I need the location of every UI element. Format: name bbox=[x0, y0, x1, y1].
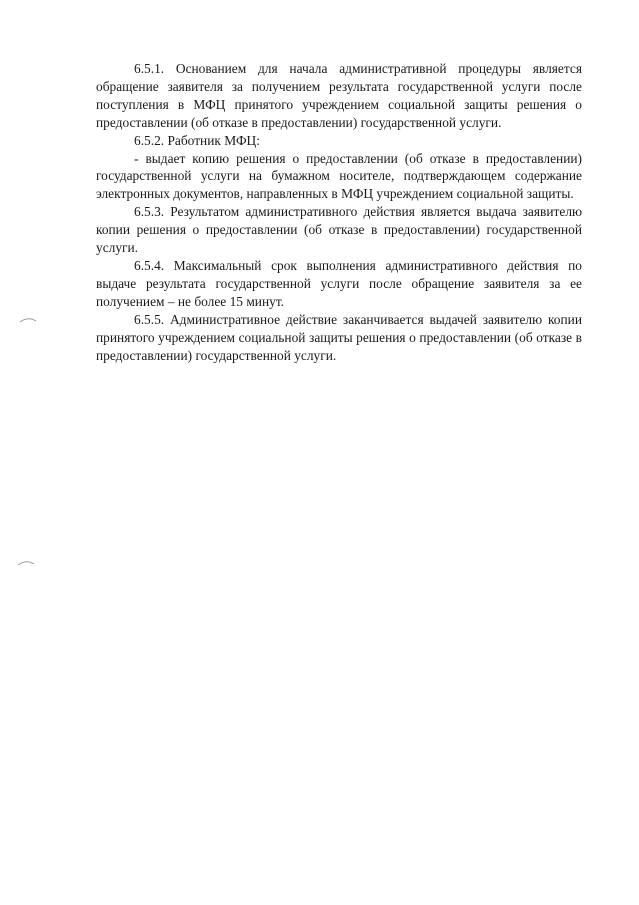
paragraph-6-5-4: 6.5.4. Максимальный срок выполнения административного действия по выдаче результата государственной услуги после обращение заявителя за ее получением – не более 15 минут. bbox=[96, 257, 582, 309]
paragraph-6-5-5: 6.5.5. Административное действие заканчивается выдачей заявителю копии принятого учреждением социальной защиты решения о предоставлении (об отказе в предоставлении) государственной услуги. bbox=[96, 311, 582, 363]
paragraph-6-5-2-item: - выдает копию решения о предоставлении (об отказе в предоставлении) государственной услуги на бумажном носителе, подтверждающем содержание электронных документов, направленных в МФЦ учреждением социальной защиты. bbox=[96, 150, 582, 202]
document-body bbox=[96, 60, 582, 364]
paragraph-6-5-3: 6.5.3. Результатом административного действия является выдача заявителю копии решения о предоставлении (об отказе в предоставлении) государственной услуги. bbox=[96, 204, 582, 256]
paragraph-6-5-1: 6.5.1. Основанием для начала административной процедуры является обращение заявителя за получением результата государственной услуги после поступления в МФЦ принятого учреждением социальной защиты решения о предоставлении (об отказе в предоставлении) государственной услуги. bbox=[96, 61, 582, 130]
binder-hole-mark bbox=[17, 559, 35, 567]
binder-hole-mark bbox=[19, 316, 37, 324]
paragraph-6-5-2: 6.5.2. Работник МФЦ: bbox=[134, 132, 260, 148]
